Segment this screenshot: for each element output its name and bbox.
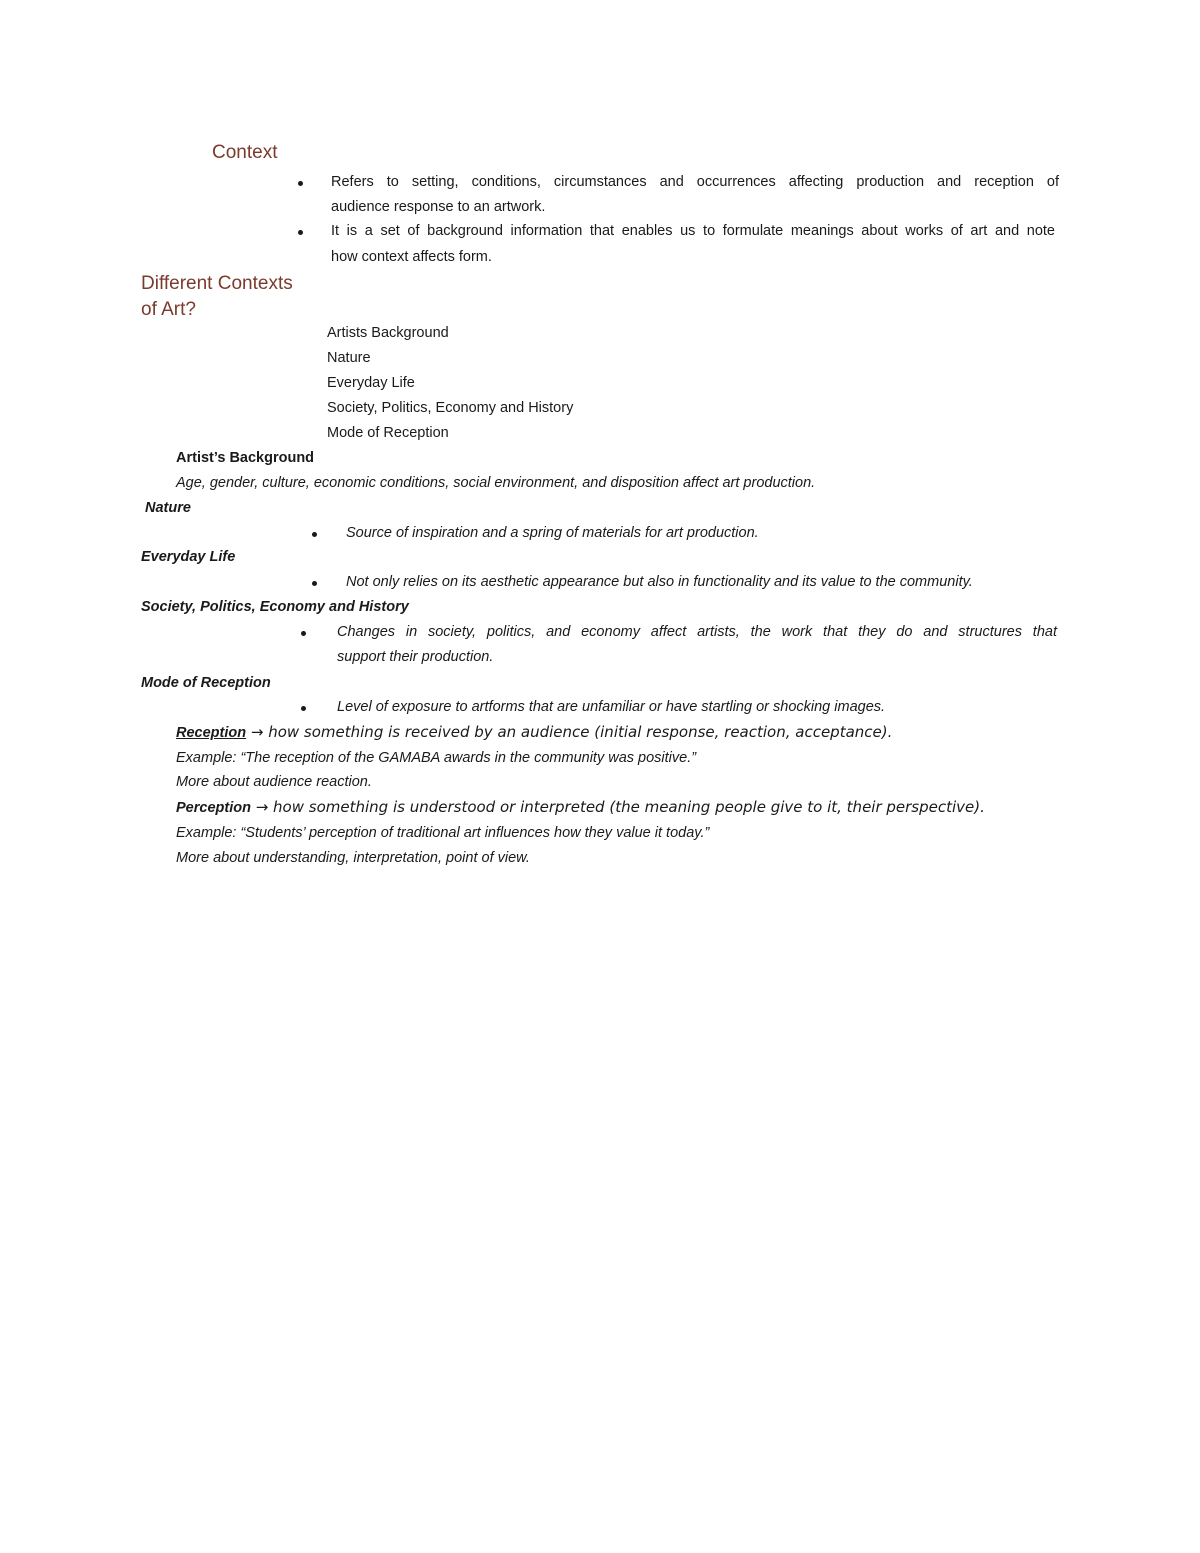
nature-bullet: Source of inspiration and a spring of materials for art production. xyxy=(346,525,759,541)
reception-example: Example: “The reception of the GAMABA awards in the community was positive.” xyxy=(176,750,697,766)
mode-of-reception-bullet: Level of exposure to artforms that are unfamiliar or have startling or shocking images. xyxy=(337,699,886,715)
contexts-list-item: Mode of Reception xyxy=(327,425,449,441)
contexts-list-item: Everyday Life xyxy=(327,375,415,391)
bullet-dot xyxy=(301,706,306,711)
contexts-list-item: Artists Background xyxy=(327,325,449,341)
artist-background-heading: Artist’s Background xyxy=(176,450,315,466)
artist-background-text: Age, gender, culture, economic conditions, social environment, and disposition affect art production. xyxy=(176,475,816,491)
reception-definition xyxy=(176,720,892,746)
society-heading: Society, Politics, Economy and History xyxy=(141,599,409,615)
context-bullet-1-line-2: audience response to an artwork. xyxy=(331,199,546,215)
contexts-heading-line-2: of Art? xyxy=(141,299,196,320)
nature-heading: Nature xyxy=(145,500,191,516)
reception-arrow-definition: → how something is received by an audience (initial response, reaction, acceptance). xyxy=(246,723,893,741)
society-bullet-line-2: support their production. xyxy=(337,649,494,665)
context-bullet-2-line-2: how context affects form. xyxy=(331,249,492,265)
everyday-life-heading: Everyday Life xyxy=(141,549,236,565)
mode-of-reception-heading: Mode of Reception xyxy=(141,675,271,691)
society-bullet-line-1: Changes in society, politics, and economy affect artists, the work that they do and structures that xyxy=(337,624,1057,640)
bullet-dot xyxy=(312,581,317,586)
perception-arrow-definition: → how something is understood or interpreted (the meaning people give to it, their perspective). xyxy=(250,798,985,816)
perception-note: More about understanding, interpretation, point of view. xyxy=(176,850,530,866)
bullet-dot xyxy=(298,181,303,186)
reception-term: Reception xyxy=(176,725,247,741)
reception-note: More about audience reaction. xyxy=(176,774,372,790)
contexts-list-item: Nature xyxy=(327,350,371,366)
perception-definition xyxy=(176,795,985,821)
context-bullet-2-line-1: It is a set of background information that enables us to formulate meanings about works of art and note xyxy=(331,223,1055,239)
perception-term: Perception xyxy=(176,800,251,816)
everyday-life-bullet: Not only relies on its aesthetic appearance but also in functionality and its value to the community. xyxy=(346,574,973,590)
context-bullet-1-line-1: Refers to setting, conditions, circumstances and occurrences affecting production and reception of xyxy=(331,174,1059,190)
context-heading: Context xyxy=(212,142,278,163)
contexts-list-item: Society, Politics, Economy and History xyxy=(327,400,574,416)
bullet-dot xyxy=(298,230,303,235)
perception-example: Example: “Students’ perception of traditional art influences how they value it today.” xyxy=(176,825,710,841)
contexts-heading-line-1: Different Contexts xyxy=(141,273,293,294)
bullet-dot xyxy=(301,631,306,636)
bullet-dot xyxy=(312,532,317,537)
